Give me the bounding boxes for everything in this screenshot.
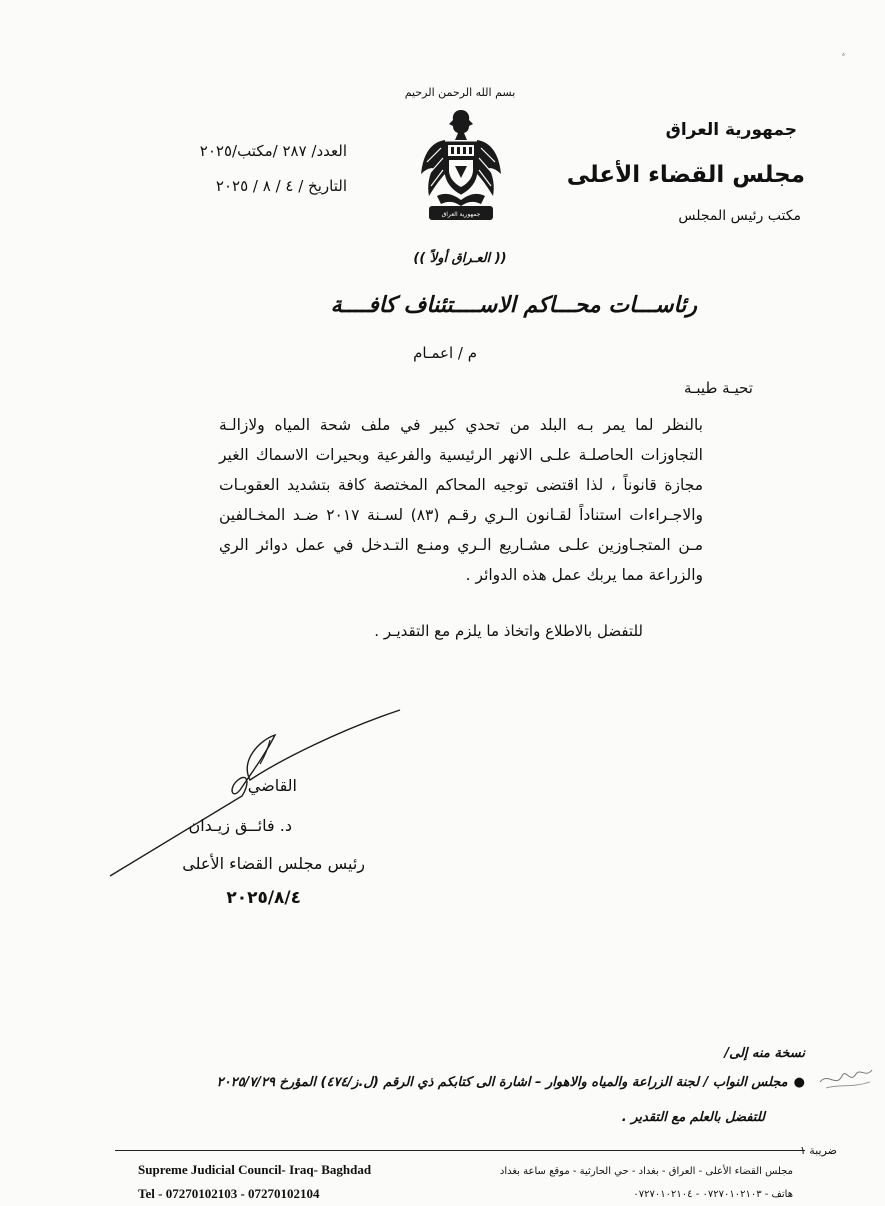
handwritten-initials bbox=[816, 1058, 876, 1098]
footer-phone-en: Tel - 07270102103 - 07270102104 bbox=[138, 1186, 320, 1201]
copies-heading: نسخة منه إلى/ bbox=[724, 1046, 805, 1061]
office-name: مكتب رئيس المجلس bbox=[678, 208, 801, 224]
footer-phone-ar: هاتف - ٠٧٢٧٠١٠٢١٠٣ - ٠٧٢٧٠١٠٢١٠٤ bbox=[633, 1189, 793, 1200]
bullet-icon: ● bbox=[793, 1075, 805, 1090]
document-number: العدد/ ٢٨٧ /مكتب/٢٠٢٥ bbox=[199, 142, 347, 160]
slogan: (( العـراق أولاً )) bbox=[413, 251, 507, 266]
copies-note: للتفضل بالعلم مع التقدير . bbox=[621, 1110, 765, 1125]
country-name: جمهورية العراق bbox=[665, 120, 797, 140]
emblem-banner-text: جمهورية العراق bbox=[441, 211, 481, 218]
signatory-role: رئيس مجلس القضاء الأعلى bbox=[182, 854, 365, 873]
council-name: مجلس القضاء الأعلى bbox=[566, 162, 805, 188]
copy-recipient-item bbox=[217, 1075, 805, 1090]
footer-address-ar: مجلس القضاء الأعلى - العراق - بغداد - حي الحارثية - موقع ساعة بغداد bbox=[499, 1166, 793, 1177]
footer-divider bbox=[115, 1150, 805, 1151]
iraq-eagle-emblem-icon bbox=[415, 104, 507, 228]
addressee: رئاســـات محـــاكم الاســــتئناف كافــــة bbox=[330, 293, 697, 318]
basmala: بسم الله الرحمن الرحيم bbox=[404, 86, 516, 99]
subject-reference: م / اعمـام bbox=[413, 344, 477, 362]
greeting: تحيـة طيبـة bbox=[683, 379, 753, 397]
signatory-title: القاضي bbox=[247, 776, 297, 795]
closing-line: للتفضل بالاطلاع واتخاذ ما يلزم مع التقديـر . bbox=[374, 622, 643, 640]
corner-mark: ﮦ bbox=[842, 48, 845, 59]
copy-recipient-text: مجلس النواب / لجنة الزراعة والمياه والاهوار – اشارة الى كتابكم ذي الرقم (ل.ز/٤٧٤) المؤرخ ٢٠٢٥/٧/٢٩ bbox=[216, 1075, 788, 1090]
signature-date: ٢٠٢٥/٨/٤ bbox=[226, 888, 301, 908]
page-tag: ضريبة ١ bbox=[799, 1144, 837, 1157]
signatory-name: د. فائــق زيـدان bbox=[188, 816, 292, 835]
document-date: التاريخ / ٤ / ٨ / ٢٠٢٥ bbox=[215, 177, 347, 195]
letter-body: بالنظر لما يمر بـه البلد من تحدي كبير في ملف شحة المياه ولازالـة التجاوزات الحاصلـة علـى الانهر الرئيسية والفرعية وبحيرات الاسماك الغير مجازة قانوناً ، لذا اقتضى توجيه المحاكم المختصة كافة بتشديد العقوبـات والاجـراءات استناداً لقـانون الـري رقـم (٨٣) لسـنة ٢٠١٧ ضـد المخـالفين مـن المتجـاوزين علـى مشـاريع الـري ومنـع التـدخل في عمل دوائر الري والزراعة مما يربك عمل هذه الدوائر . bbox=[219, 416, 703, 584]
footer-address-en: Supreme Judicial Council- Iraq- Baghdad bbox=[138, 1162, 372, 1177]
